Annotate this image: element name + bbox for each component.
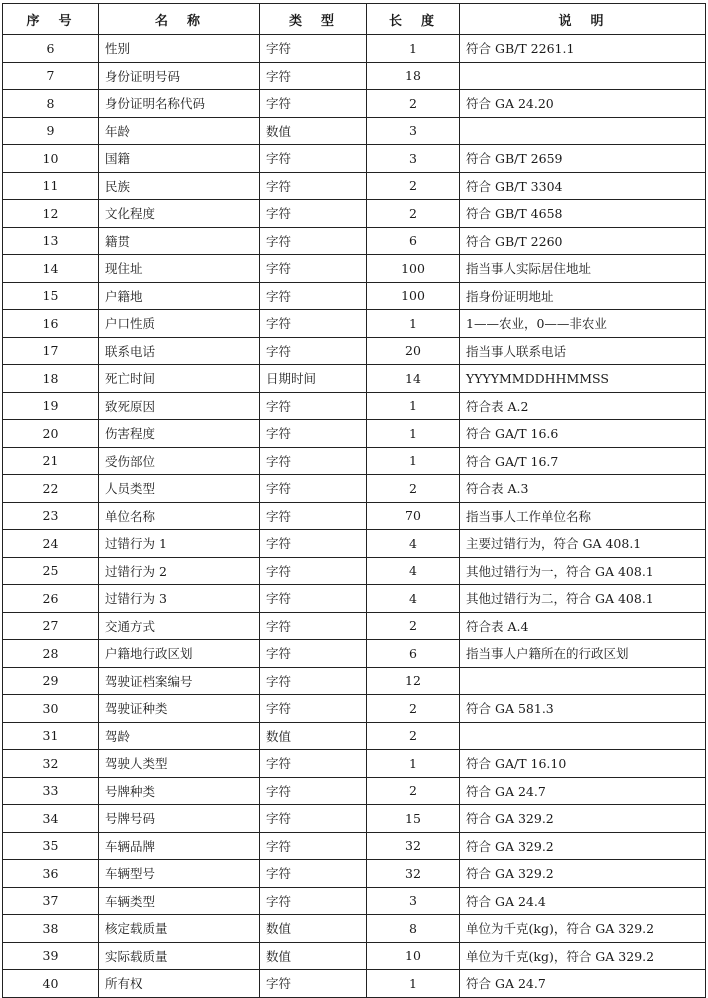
cell-seq: 39 — [3, 942, 99, 970]
cell-seq: 21 — [3, 447, 99, 475]
header-length: 长 度 — [367, 4, 460, 35]
table-row — [3, 887, 706, 915]
cell-name: 交通方式 — [99, 612, 260, 640]
cell-name: 车辆型号 — [99, 860, 260, 888]
cell-description: 符合 GA/T 16.7 — [460, 447, 706, 475]
cell-type: 字符 — [260, 337, 367, 365]
cell-description: 符合 GA 329.2 — [460, 832, 706, 860]
cell-length: 10 — [367, 942, 460, 970]
cell-description: 符合 GB/T 3304 — [460, 172, 706, 200]
cell-seq: 32 — [3, 750, 99, 778]
cell-seq: 23 — [3, 502, 99, 530]
cell-seq: 24 — [3, 530, 99, 558]
cell-seq: 8 — [3, 90, 99, 118]
cell-length: 3 — [367, 117, 460, 145]
cell-seq: 28 — [3, 640, 99, 668]
cell-description: 其他过错行为二，符合 GA 408.1 — [460, 585, 706, 613]
cell-type: 字符 — [260, 282, 367, 310]
cell-description: 指当事人工作单位名称 — [460, 502, 706, 530]
cell-seq: 14 — [3, 255, 99, 283]
cell-name: 户籍地行政区划 — [99, 640, 260, 668]
cell-type: 字符 — [260, 805, 367, 833]
cell-name: 死亡时间 — [99, 365, 260, 393]
cell-seq: 15 — [3, 282, 99, 310]
cell-description: 指身份证明地址 — [460, 282, 706, 310]
cell-name: 受伤部位 — [99, 447, 260, 475]
cell-name: 驾驶证种类 — [99, 695, 260, 723]
table-row — [3, 832, 706, 860]
cell-length: 18 — [367, 62, 460, 90]
table-row — [3, 502, 706, 530]
cell-name: 驾龄 — [99, 722, 260, 750]
table-row — [3, 667, 706, 695]
cell-type: 字符 — [260, 227, 367, 255]
cell-type: 字符 — [260, 695, 367, 723]
cell-name: 性别 — [99, 35, 260, 63]
cell-length: 32 — [367, 860, 460, 888]
cell-seq: 36 — [3, 860, 99, 888]
cell-name: 文化程度 — [99, 200, 260, 228]
cell-type: 字符 — [260, 310, 367, 338]
cell-name: 单位名称 — [99, 502, 260, 530]
cell-length: 1 — [367, 750, 460, 778]
table-row — [3, 695, 706, 723]
cell-length: 32 — [367, 832, 460, 860]
cell-type: 字符 — [260, 392, 367, 420]
cell-type: 字符 — [260, 585, 367, 613]
cell-length: 4 — [367, 557, 460, 585]
cell-length: 4 — [367, 530, 460, 558]
cell-name: 现住址 — [99, 255, 260, 283]
cell-seq: 20 — [3, 420, 99, 448]
cell-type: 数值 — [260, 117, 367, 145]
cell-seq: 11 — [3, 172, 99, 200]
cell-length: 3 — [367, 887, 460, 915]
cell-description: 1——农业，0——非农业 — [460, 310, 706, 338]
cell-description: 符合 GB/T 2261.1 — [460, 35, 706, 63]
table-row — [3, 172, 706, 200]
table-row — [3, 970, 706, 998]
cell-type: 字符 — [260, 420, 367, 448]
table-row — [3, 255, 706, 283]
cell-seq: 40 — [3, 970, 99, 998]
cell-description — [460, 722, 706, 750]
table-row — [3, 722, 706, 750]
cell-name: 过错行为 1 — [99, 530, 260, 558]
cell-length: 2 — [367, 777, 460, 805]
cell-type: 字符 — [260, 145, 367, 173]
cell-length: 20 — [367, 337, 460, 365]
cell-name: 户口性质 — [99, 310, 260, 338]
cell-length: 100 — [367, 255, 460, 283]
cell-name: 户籍地 — [99, 282, 260, 310]
cell-seq: 9 — [3, 117, 99, 145]
table-row — [3, 860, 706, 888]
cell-seq: 17 — [3, 337, 99, 365]
cell-seq: 22 — [3, 475, 99, 503]
cell-name: 过错行为 2 — [99, 557, 260, 585]
cell-length: 14 — [367, 365, 460, 393]
cell-type: 字符 — [260, 475, 367, 503]
table-row — [3, 475, 706, 503]
cell-length: 4 — [367, 585, 460, 613]
cell-seq: 7 — [3, 62, 99, 90]
cell-length: 2 — [367, 475, 460, 503]
cell-seq: 25 — [3, 557, 99, 585]
table-row — [3, 612, 706, 640]
cell-description: 其他过错行为一，符合 GA 408.1 — [460, 557, 706, 585]
cell-length: 1 — [367, 970, 460, 998]
cell-seq: 19 — [3, 392, 99, 420]
cell-name: 车辆类型 — [99, 887, 260, 915]
cell-type: 字符 — [260, 832, 367, 860]
cell-seq: 26 — [3, 585, 99, 613]
cell-description: 符合 GA 329.2 — [460, 860, 706, 888]
cell-length: 6 — [367, 640, 460, 668]
cell-description: 指当事人实际居住地址 — [460, 255, 706, 283]
cell-type: 字符 — [260, 777, 367, 805]
cell-name: 号牌号码 — [99, 805, 260, 833]
cell-length: 70 — [367, 502, 460, 530]
table-row — [3, 585, 706, 613]
header-type: 类 型 — [260, 4, 367, 35]
cell-description: 符合表 A.3 — [460, 475, 706, 503]
cell-seq: 10 — [3, 145, 99, 173]
cell-type: 数值 — [260, 942, 367, 970]
cell-description — [460, 117, 706, 145]
data-table — [2, 3, 706, 998]
table-row — [3, 200, 706, 228]
cell-name: 身份证明名称代码 — [99, 90, 260, 118]
table-row — [3, 420, 706, 448]
cell-name: 身份证明号码 — [99, 62, 260, 90]
cell-description: 指当事人联系电话 — [460, 337, 706, 365]
cell-length: 1 — [367, 310, 460, 338]
table-row — [3, 942, 706, 970]
table-row — [3, 915, 706, 943]
table-row — [3, 62, 706, 90]
cell-type: 字符 — [260, 612, 367, 640]
cell-name: 致死原因 — [99, 392, 260, 420]
cell-type: 字符 — [260, 750, 367, 778]
cell-type: 字符 — [260, 502, 367, 530]
cell-type: 日期时间 — [260, 365, 367, 393]
cell-description: 符合 GB/T 2260 — [460, 227, 706, 255]
cell-seq: 30 — [3, 695, 99, 723]
table-row — [3, 805, 706, 833]
cell-description: 符合 GA 24.20 — [460, 90, 706, 118]
table-row — [3, 530, 706, 558]
table-row — [3, 145, 706, 173]
cell-length: 6 — [367, 227, 460, 255]
cell-seq: 12 — [3, 200, 99, 228]
cell-name: 车辆品牌 — [99, 832, 260, 860]
cell-description: YYYYMMDDHHMMSS — [460, 365, 706, 393]
cell-length: 1 — [367, 392, 460, 420]
cell-seq: 13 — [3, 227, 99, 255]
cell-seq: 38 — [3, 915, 99, 943]
cell-name: 驾驶人类型 — [99, 750, 260, 778]
cell-description — [460, 62, 706, 90]
cell-type: 字符 — [260, 62, 367, 90]
cell-seq: 31 — [3, 722, 99, 750]
cell-type: 字符 — [260, 200, 367, 228]
table-row — [3, 310, 706, 338]
cell-name: 联系电话 — [99, 337, 260, 365]
cell-type: 字符 — [260, 530, 367, 558]
table-row — [3, 777, 706, 805]
cell-length: 12 — [367, 667, 460, 695]
cell-name: 所有权 — [99, 970, 260, 998]
cell-type: 字符 — [260, 447, 367, 475]
cell-description: 符合 GA/T 16.6 — [460, 420, 706, 448]
header-row — [3, 4, 706, 35]
cell-description: 符合 GA 24.7 — [460, 970, 706, 998]
cell-type: 字符 — [260, 667, 367, 695]
cell-seq: 16 — [3, 310, 99, 338]
cell-length: 3 — [367, 145, 460, 173]
cell-description: 符合表 A.4 — [460, 612, 706, 640]
cell-length: 2 — [367, 722, 460, 750]
cell-type: 数值 — [260, 915, 367, 943]
cell-type: 数值 — [260, 722, 367, 750]
cell-name: 人员类型 — [99, 475, 260, 503]
cell-description: 符合 GB/T 2659 — [460, 145, 706, 173]
cell-description: 指当事人户籍所在的行政区划 — [460, 640, 706, 668]
table-body — [3, 35, 706, 998]
cell-seq: 37 — [3, 887, 99, 915]
table-row — [3, 447, 706, 475]
cell-length: 2 — [367, 172, 460, 200]
cell-description: 符合 GA 24.7 — [460, 777, 706, 805]
cell-length: 2 — [367, 695, 460, 723]
header-description: 说 明 — [460, 4, 706, 35]
table-row — [3, 227, 706, 255]
cell-type: 字符 — [260, 35, 367, 63]
table-row — [3, 90, 706, 118]
cell-type: 字符 — [260, 887, 367, 915]
cell-seq: 27 — [3, 612, 99, 640]
cell-description: 符合 GB/T 4658 — [460, 200, 706, 228]
cell-name: 国籍 — [99, 145, 260, 173]
cell-name: 过错行为 3 — [99, 585, 260, 613]
cell-type: 字符 — [260, 255, 367, 283]
cell-seq: 18 — [3, 365, 99, 393]
table-row — [3, 750, 706, 778]
cell-description: 主要过错行为，符合 GA 408.1 — [460, 530, 706, 558]
cell-seq: 6 — [3, 35, 99, 63]
cell-description — [460, 667, 706, 695]
header-seq: 序 号 — [3, 4, 99, 35]
cell-name: 号牌种类 — [99, 777, 260, 805]
cell-type: 字符 — [260, 970, 367, 998]
cell-type: 字符 — [260, 860, 367, 888]
cell-description: 符合 GA 329.2 — [460, 805, 706, 833]
cell-description: 符合表 A.2 — [460, 392, 706, 420]
cell-description: 单位为千克(kg)，符合 GA 329.2 — [460, 915, 706, 943]
cell-name: 伤害程度 — [99, 420, 260, 448]
cell-type: 字符 — [260, 172, 367, 200]
cell-seq: 34 — [3, 805, 99, 833]
cell-description: 符合 GA/T 16.10 — [460, 750, 706, 778]
cell-length: 1 — [367, 420, 460, 448]
table-row — [3, 337, 706, 365]
table-row — [3, 392, 706, 420]
cell-description: 单位为千克(kg)，符合 GA 329.2 — [460, 942, 706, 970]
cell-seq: 35 — [3, 832, 99, 860]
cell-description: 符合 GA 24.4 — [460, 887, 706, 915]
cell-name: 民族 — [99, 172, 260, 200]
table-row — [3, 117, 706, 145]
cell-length: 2 — [367, 90, 460, 118]
cell-name: 实际载质量 — [99, 942, 260, 970]
cell-length: 100 — [367, 282, 460, 310]
cell-length: 8 — [367, 915, 460, 943]
cell-type: 字符 — [260, 557, 367, 585]
cell-description: 符合 GA 581.3 — [460, 695, 706, 723]
cell-type: 字符 — [260, 640, 367, 668]
cell-length: 1 — [367, 447, 460, 475]
cell-name: 籍贯 — [99, 227, 260, 255]
cell-type: 字符 — [260, 90, 367, 118]
cell-length: 1 — [367, 35, 460, 63]
cell-name: 驾驶证档案编号 — [99, 667, 260, 695]
cell-name: 年龄 — [99, 117, 260, 145]
cell-length: 2 — [367, 200, 460, 228]
cell-seq: 33 — [3, 777, 99, 805]
cell-name: 核定载质量 — [99, 915, 260, 943]
table-row — [3, 365, 706, 393]
table-row — [3, 282, 706, 310]
table-row — [3, 640, 706, 668]
table-row — [3, 35, 706, 63]
header-name: 名 称 — [99, 4, 260, 35]
table-row — [3, 557, 706, 585]
cell-length: 2 — [367, 612, 460, 640]
cell-seq: 29 — [3, 667, 99, 695]
cell-length: 15 — [367, 805, 460, 833]
